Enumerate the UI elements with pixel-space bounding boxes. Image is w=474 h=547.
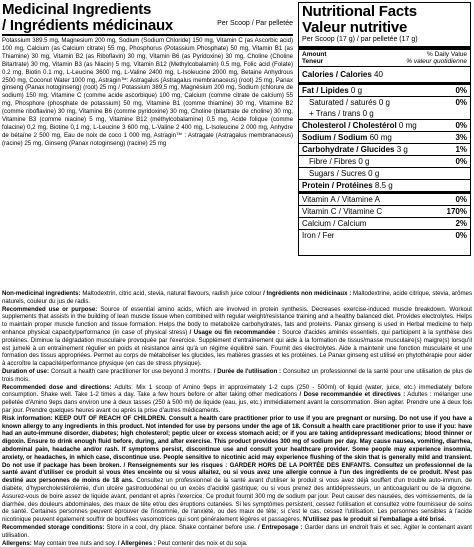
- non-medicinal-paragraph: [2, 290, 472, 306]
- nutrition-row-vitamin-c: [299, 206, 470, 218]
- risk-text-2-fr: N'utilisez pas le produit si l'emballage a été brisé.: [303, 516, 446, 523]
- row-dv: 170%: [447, 206, 467, 217]
- allergen-paragraph: [2, 540, 472, 547]
- non-med-text-fr: Maltodextrine, acide citrique, stevia, arômes naturels, couleur du jus de radis.: [2, 290, 472, 305]
- nutrition-title-en: Nutritional Facts: [299, 3, 470, 19]
- daily-value-header: [299, 50, 470, 67]
- row-dv: 0%: [455, 120, 467, 131]
- nutrition-row-carbohydrate: [299, 144, 470, 156]
- nutrition-row-fat: [299, 85, 470, 97]
- duration-text-fr: Consultez un professionnel de la santé pour une utilisation de plus de trois mois.: [2, 368, 472, 383]
- dose-label-fr: / Dose recommandée et directives :: [300, 391, 406, 398]
- risk-text: KEEP OUT OF REACH OF CHILDREN. Consult a health care practitioner prior to use if you are pregnant or nursing. Do not use if you have a known allergy to any ingredients in this product. Not intended for use by persons under the age of 18. Consult a health care practitioner prior to use if you: have had an auto-immune disorder, diabetes; high cholesterol; peptic ulcer or excess stomach acid; or if you are taking antidepressant medications; blood thinner or digoxin. Ensure to drink enough fluid before, during, and after exercise. This product provides 300 mg of sodium per day. May cause nausea, vomiting, diarrhea, abdominal pain, headache and/or rash. If symptoms persist, discontinue use and consult your healthcare provider. Some people may experience insomnia, anxiety, or headaches, in which case, discontinue use. People sensitive to nicotinic acid may experience flushing of the skin that is generally mild and transient.: [2, 415, 472, 461]
- nutrition-row-calcium: [299, 218, 470, 230]
- risk-label-fr: / Renseignements sur les risques : GARDER HORS DE LA PORTÉE DES ENFANTS. Consultez un professionnel de la santé avant d'utiliser ce produit si vous êtes enceinte ou si vous allaitez, ou si vous avez une allergie connue à l'un des ingrédients de ce produit. N'est pas destiné aux personnes de moins de 18 ans.: [2, 462, 472, 485]
- row-label: Sugars / Sucres: [309, 169, 366, 178]
- dose-text: Adults: Mix 1 scoop of Amino 9eps in approximately 1-2 cups (250 - 500ml) of liquid (water, juice, etc.) immediately before consumption. Shake well. Take 1-2 times a day. Take a few hours before or after taking other medications: [2, 384, 472, 399]
- row-label: Vitamin C / Vitamine C: [302, 207, 382, 216]
- risk-paragraph: [2, 415, 472, 524]
- medicinal-title-row: [2, 17, 293, 32]
- daily-value-label-fr: % valeur quotidienne: [406, 58, 467, 65]
- row-label: Calories / Calories: [302, 70, 372, 79]
- nutrition-row-saturated: [299, 97, 470, 108]
- row-dv: 1%: [455, 144, 467, 155]
- duration-text: Consult a health care practitioner for use beyond 3 months.: [51, 368, 212, 375]
- row-label: Protein / Protéines: [302, 181, 373, 190]
- row-label: Fibre / Fibres: [309, 157, 356, 166]
- row-dv: 2%: [455, 218, 467, 229]
- row-amount: 0 g: [358, 157, 369, 166]
- row-label: Fat / Lipides: [302, 86, 349, 95]
- rec-use-text-fr: Source d'acides aminés essentiels, qui participent à la synthèse des protéines. Diminue la dégradation musculaire provoquée par l'exercice. Supplément d'entraînement qui aide à la formation de tissus/masse musculaire(s) maigre(s) lorsqu'il est jumelé à un entraînement régulier en poids et résistance ainsi qu'à un régime équilibré sain. Fournit des électrolytes. Aide à maintenir une fonction musculaire et une formation des tissus appropriées. Permet au corps de métaboliser les glucides, les matières grasses et les protéines. Le Panax ginseng est utilisé en phytothérapie pour aider à accroître la capacité/performance physique (en cas de stress physique).: [2, 329, 472, 367]
- row-dv: 0%: [455, 97, 467, 108]
- row-label: Carbohydrate / Glucides: [302, 145, 394, 154]
- rec-use-label-fr: / Usage ou fin recommandée :: [190, 329, 280, 336]
- nutrition-row-sodium: [299, 132, 470, 144]
- row-amount: 0 g: [379, 98, 390, 107]
- nutrition-row-cholesterol: [299, 120, 470, 132]
- nutrition-row-calories: [299, 67, 470, 85]
- dose-paragraph: [2, 384, 472, 415]
- non-med-text: Maltodextrin, citric acid, stevia, natural flavours, radish juice colour: [82, 290, 261, 297]
- nutrition-row-protein: [299, 180, 470, 194]
- recommended-use-paragraph: [2, 306, 472, 368]
- allergen-label: Allergens:: [2, 540, 32, 547]
- allergen-text: May contain tree nuts and soy.: [34, 540, 117, 547]
- row-label: Saturated / saturés: [309, 98, 377, 107]
- nutrition-row-vitamin-a: [299, 194, 470, 206]
- non-med-label: Non-medicinal ingredients:: [2, 290, 81, 297]
- storage-label-fr: / Entreposage :: [258, 524, 303, 531]
- row-amount: 0 g: [351, 86, 362, 95]
- row-amount: 0 g: [363, 109, 374, 118]
- row-amount: 0 mg: [399, 121, 417, 130]
- row-amount: 0 g: [368, 169, 379, 178]
- row-amount: 3 g: [397, 145, 408, 154]
- risk-text-fr: Consultez un professionnel de la santé avant d'utiliser le produit si vous avez déjà souffert d'un trouble auto-immun, de diabète, d'hypercholestérolémie, d'un ulcère gastroduodénal ou un excès d'acidité gastrique; ou si vous prenez des antidépresseurs, un anticoagulant ou de la digoxine. Assurez-vous de boire assez de liquide avant, pendant et après l'exercice. Ce produit fournit 300 mg de sodium par jour. Peut causer des nausées, des vomissements, de la diarrhée, des douleurs abdominales, des maux de tête et/ou des éruptions cutanées. Si les symptômes persistent, cessez l'utilisation et consultez votre fournisseur de soins de santé. Certaines personnes peuvent éprouver de l'insomnie, de l'anxiété, ou des maux de tête; si c'est le cas, cessez l'utilisation. Les personnes sensibles à l'acide nicotinique peuvent également souffrir de bouffées vasomotrices qui sont généralement légères et passagères.: [2, 477, 472, 523]
- storage-paragraph: [2, 524, 472, 540]
- storage-label: Recommended storage conditions:: [2, 524, 105, 531]
- dose-text-fr: Adultes : mélanger une pelletée d'Amino 9eps dans environ une à deux tasses (250 à 500 ml) de liquide (eau, jus, etc.) immédiatement avant la consommation. Bien agiter. Prendre une à deux fois par jour. Prendre quelques heures avant ou après la prise d'autres médicaments.: [2, 391, 472, 414]
- row-amount: 40: [374, 70, 383, 79]
- risk-label: Risk information:: [2, 415, 53, 422]
- non-med-label-fr: / Ingrédients non médicinaux :: [263, 290, 351, 297]
- row-dv: 0%: [455, 156, 467, 167]
- allergen-label-fr: / Allergènes :: [118, 540, 156, 547]
- nutrition-title-fr: Valeur nutritive: [299, 19, 470, 35]
- medicinal-title-en: Medicinal Ingredients: [2, 2, 293, 17]
- duration-paragraph: [2, 368, 472, 384]
- row-label: Vitamin A / Vitamine A: [302, 195, 380, 204]
- nutrition-panel-footer: [299, 241, 470, 255]
- row-label: + Trans / trans: [309, 109, 360, 118]
- medicinal-divider: [2, 34, 293, 36]
- row-label: Cholesterol / Cholestérol: [302, 121, 397, 130]
- risk-text-2: Do not use if package has been broken.: [2, 462, 121, 469]
- duration-label: Duration of use:: [2, 368, 49, 375]
- nutrition-row-sugars: [299, 168, 470, 180]
- storage-text-fr: Garder dans un endroit frais et sec. Agiter le contenant avant utilisation.: [2, 524, 472, 539]
- nutrition-facts-panel: [298, 2, 471, 256]
- medicinal-ingredients-section: [2, 2, 293, 148]
- row-dv: 0%: [455, 85, 467, 96]
- medicinal-title-fr: / Ingrédients médicinaux: [2, 17, 173, 34]
- row-amount: 8.5 g: [375, 181, 393, 190]
- row-dv: 0%: [455, 230, 467, 241]
- medicinal-ingredients-list: Potassium 389.5 mg, Magnesium 200 mg, Sodium (Sodium Chloride) 150 mg, Vitamin C (as Ascorbic acid) 100 mg, Calcium (as Calcium citrate) 55 mg, Phosphorus (Potassium Phosphate) 50 mg, Vitamin B1 (as Thiamine) 30 mg, Vitamin B2 (as Riboflavin) 30 mg, Vitamin B6 (as Pyridoxine) 30 mg, Choline (Choline Bitartrate) 30 mg, Vitamin B3 (as Niacin) 5 mg, Vitamin B12 (Methylcobalamin) 0.5 mg, Folic acid (Folate) 0.2 mg, Biotin 0.1 mg, L-Leucine 3600 mg, L-Valine 2400 mg, L-Isoleucine 2000 mg, Betaine Anhydrous 2500 mg, Coconut Water 1000 mg, Astragin™: Astragalus (Astragalus membranaceus) (root) 25 mg, Panax ginseng (Panax notoginseng) (root) 25 mg / Potassium 389,5 mg, Magnésium 200 mg, Sodium (chlorure de sodium) 150 mg, Vitamine C (comme acide ascorbique) 100 mg, Calcium (comme citrate de calcium) 55 mg, Phosphore (phosphate de potassium) 50 mg, Vitamine B1 (comme thiamine) 30 mg, Vitamine B2 (comme riboflavine) 30 mg, Vitamine B6 (comme pyridoxine) 30 mg, Choline (bitartrate de choline) 30 mg, Vitamine B3 (comme niacine) 5 mg, Vitamine B12 (méthylcobalamine) 0,5 mg, Acide folique (comme folacine) 0,2 mg, Biotine 0,1 mg, L-Leucine 3 600 mg, L-Valine 2 400 mg, L-Isoleucine 2 000 mg, Anhydre de bétaïne 2 500 mg, Eau de noix de coco 1 000 mg, Astragin™ : Astragale (Astragalus membranaceus) (racine) 25 mg, Ginseng (Panax notoginseng) (racine) 25 mg: [2, 37, 293, 148]
- row-label: Calcium / Calcium: [302, 219, 366, 228]
- label-directions-text: [2, 290, 472, 547]
- rec-use-text: Source of essential amino acids, which are involved in protein synthesis. Decreases exercise-induced muscle breakdown. Workout supplements that assists in the building of lean muscle tissue when combined with regular weight/resistance training and a healthy balanced diet. Provides electrolytes. Helps to maintain proper muscle function and tissue formation. Helps the body to metabolize carbohydrates, fats and proteins. Panax ginseng is used in Herbal medicine to help enhance physical capacity/performance (in case of physical stress): [2, 306, 472, 336]
- teneur-header: Teneur: [302, 58, 323, 65]
- row-dv: 3%: [455, 132, 467, 143]
- nutrition-row-trans: [299, 108, 470, 120]
- duration-label-fr: / Durée de l'utilisation :: [214, 368, 281, 375]
- amount-header: Amount: [302, 51, 327, 58]
- rec-use-label: Recommended use or purpose:: [2, 306, 97, 313]
- row-label: Sodium / Sodium: [302, 133, 367, 142]
- serving-size: Per Scoop (17 g) / par pelletée (17 g): [299, 35, 470, 50]
- storage-text: Store in a cool, dry place. Shake container before use.: [107, 524, 256, 531]
- daily-value-label: % Daily Value: [427, 51, 467, 58]
- row-label: Iron / Fer: [302, 231, 334, 240]
- row-amount: 60 mg: [370, 133, 392, 142]
- row-dv: 0%: [455, 194, 467, 205]
- nutrition-row-iron: [299, 230, 470, 241]
- dose-label: Recommended dose and directions:: [2, 384, 112, 391]
- allergen-text-fr: Peut contenir des noix et du soja.: [158, 540, 248, 547]
- per-scoop-label: Per Scoop / Par pelletée: [217, 18, 293, 30]
- nutrition-row-fibre: [299, 156, 470, 168]
